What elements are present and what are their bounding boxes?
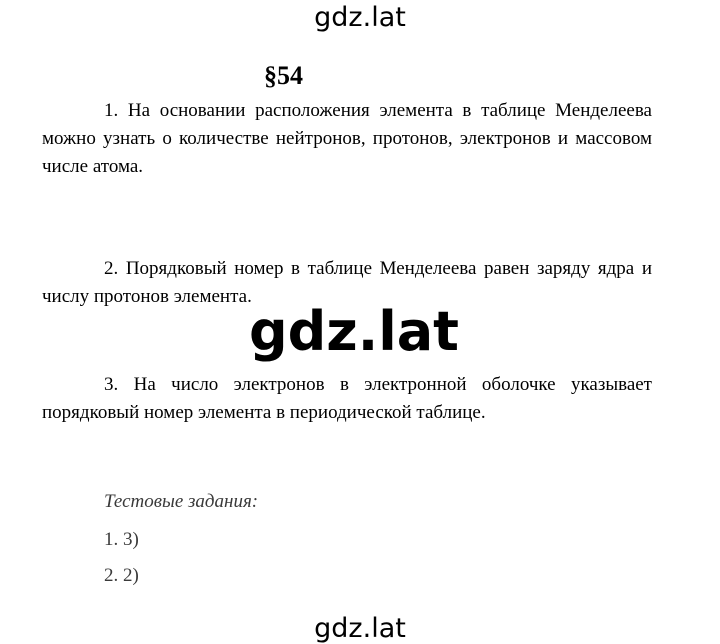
paragraph-3: 3. На число электронов в электронной оболочке указывает порядковый номер элемента в периодической таблице. [42,374,652,423]
watermark-middle: gdz.lat [248,300,459,363]
watermark-bottom: gdz.lat [314,613,406,644]
test-answer-1: 1. 3) [104,529,139,550]
paragraph-1: 1. На основании расположения элемента в таблице Менделеева можно узнать о количестве нейтронов, протонов, электронов и массовом числе атома. [42,100,652,177]
paragraph-2: 2. Порядковый номер в таблице Менделеева равен заряду ядра и числу протонов элемента. [42,258,652,307]
test-answer-2: 2. 2) [104,565,139,586]
tests-title: Тестовые задания: [104,491,259,512]
section-heading: §54 [264,61,303,90]
watermark-top: gdz.lat [314,2,406,33]
